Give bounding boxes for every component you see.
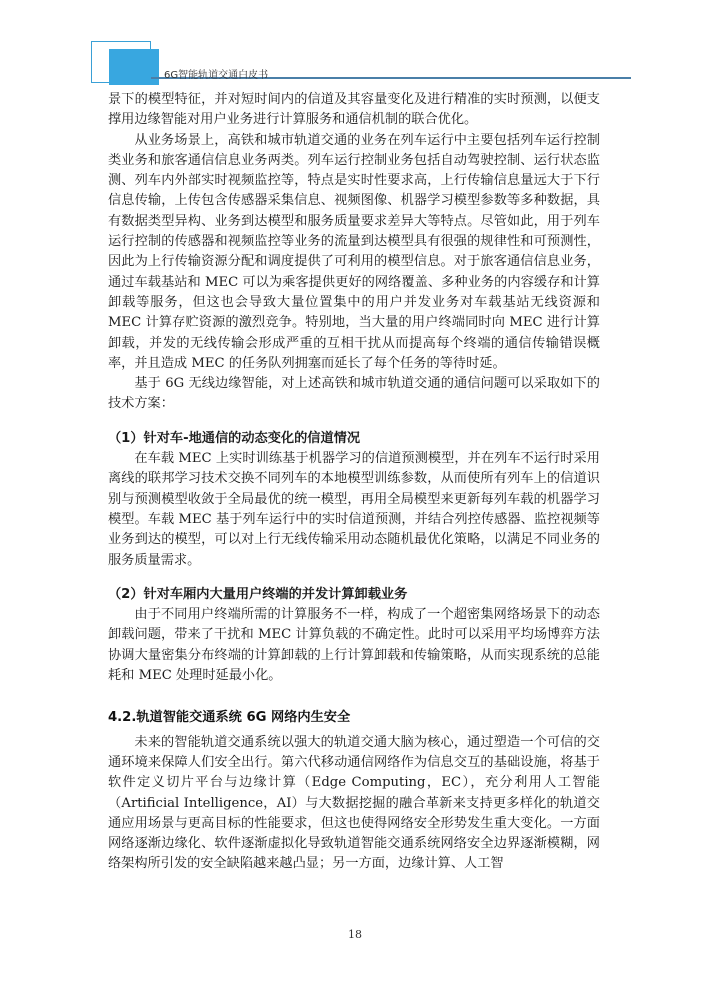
paragraph-network-security: 未来的智能轨道交通系统以强大的轨道交通大脑为核心，通过塑造一个可信的交通环境来保障人们安全出行。第六代移动通信网络作为信息交互的基础设施，将基于软件定义切片平台与边缘计算（Edge Computing，EC），充分利用人工智能（Artificial Intelligence，AI）与大数据挖掘的融合革新来支持更多样化的轨道交通应用场景与更高目标的性能要求，但这也使得网络安全形势发生重大变化。一方面网络逐渐边缘化、软件逐渐虚拟化导致轨道智能交通系统网络安全边界逐渐模糊，网络架构所引发的安全缺陷越来越凸显；另一方面，边缘计算、人工智 <box>108 734 600 872</box>
paragraph-technical-solutions-intro: 基于 6G 无线边缘智能，对上述高铁和城市轨道交通的通信问题可以采取如下的技术方案： <box>108 376 600 412</box>
header-title: 6G智能轨道交通白皮书 <box>164 70 269 81</box>
subheading-concurrent-offloading: （2）针对车厢内大量用户终端的并发计算卸载业务 <box>108 586 408 602</box>
header-decor-block <box>109 49 159 85</box>
paragraph-continuation: 景下的模型特征，并对短时间内的信道及其容量变化及进行精准的实时预测，以便支撑用边缘智能对用户业务进行计算服务和通信机制的联合优化。 <box>108 92 600 128</box>
page-body <box>108 90 600 875</box>
paragraph-channel-prediction: 在车载 MEC 上实时训练基于机器学习的信道预测模型，并在列车不运行时采用离线的联邦学习技术交换不同列车的本地模型训练参数，从而使所有列车上的信道识别与预测模型收敛于全局最优的统一模型，再用全局模型来更新每列车载的机器学习模型。车载 MEC 基于列车运行中的实时信道预测，并结合列控传感器、监控视频等业务到达的模型，可以对上行无线传输采用动态随机最优化策略，以满足不同业务的服务质量需求。 <box>108 451 600 568</box>
paragraph-business-scenarios: 从业务场景上，高铁和城市轨道交通的业务在列车运行中主要包括列车运行控制类业务和旅客通信信息业务两类。列车运行控制业务包括自动驾驶控制、运行状态监测、列车内外部实时视频监控等，特点是实时性要求高，上行传输信息量远大于下行信息传输，上传包含传感器采集信息、视频图像、机器学习模型参数等多种数据，具有数据类型异构、业务到达模型和服务质量要求差异大等特点。尽管如此，用于列车运行控制的传感器和视频监控等业务的流量到达模型具有很强的规律性和可预测性，因此为上行传输资源分配和调度提供了可利用的模型信息。对于旅客通信信息业务，通过车载基站和 MEC 可以为乘客提供更好的网络覆盖、多种业务的内容缓存和计算卸载等服务，但这也会导致大量位置集中的用户并发业务对车载基站无线资源和 MEC 计算存贮资源的激烈竞争。特别地，当大量的用户终端同时向 MEC 进行计算卸载，并发的无线传输会形成严重的互相干扰从而提高每个终端的通信传输错误概率，并且造成 MEC 的任务队列拥塞而延长了每个任务的等待时延。 <box>108 132 600 371</box>
page-number: 18 <box>348 928 362 941</box>
section-heading-4-2: 4.2.轨道智能交通系统 6G 网络内生安全 <box>108 710 351 726</box>
subheading-channel-dynamics: （1）针对车-地通信的动态变化的信道情况 <box>108 430 361 446</box>
paragraph-offloading-strategy: 由于不同用户终端所需的计算服务不一样，构成了一个超密集网络场景下的动态卸载问题，带来了干扰和 MEC 计算负载的不确定性。此时可以采用平均场博弈方法协调大量密集分布终端的计算卸载的上行计算卸载和传输策略，从而实现系统的总能耗和 MEC 处理时延最小化。 <box>108 607 600 684</box>
